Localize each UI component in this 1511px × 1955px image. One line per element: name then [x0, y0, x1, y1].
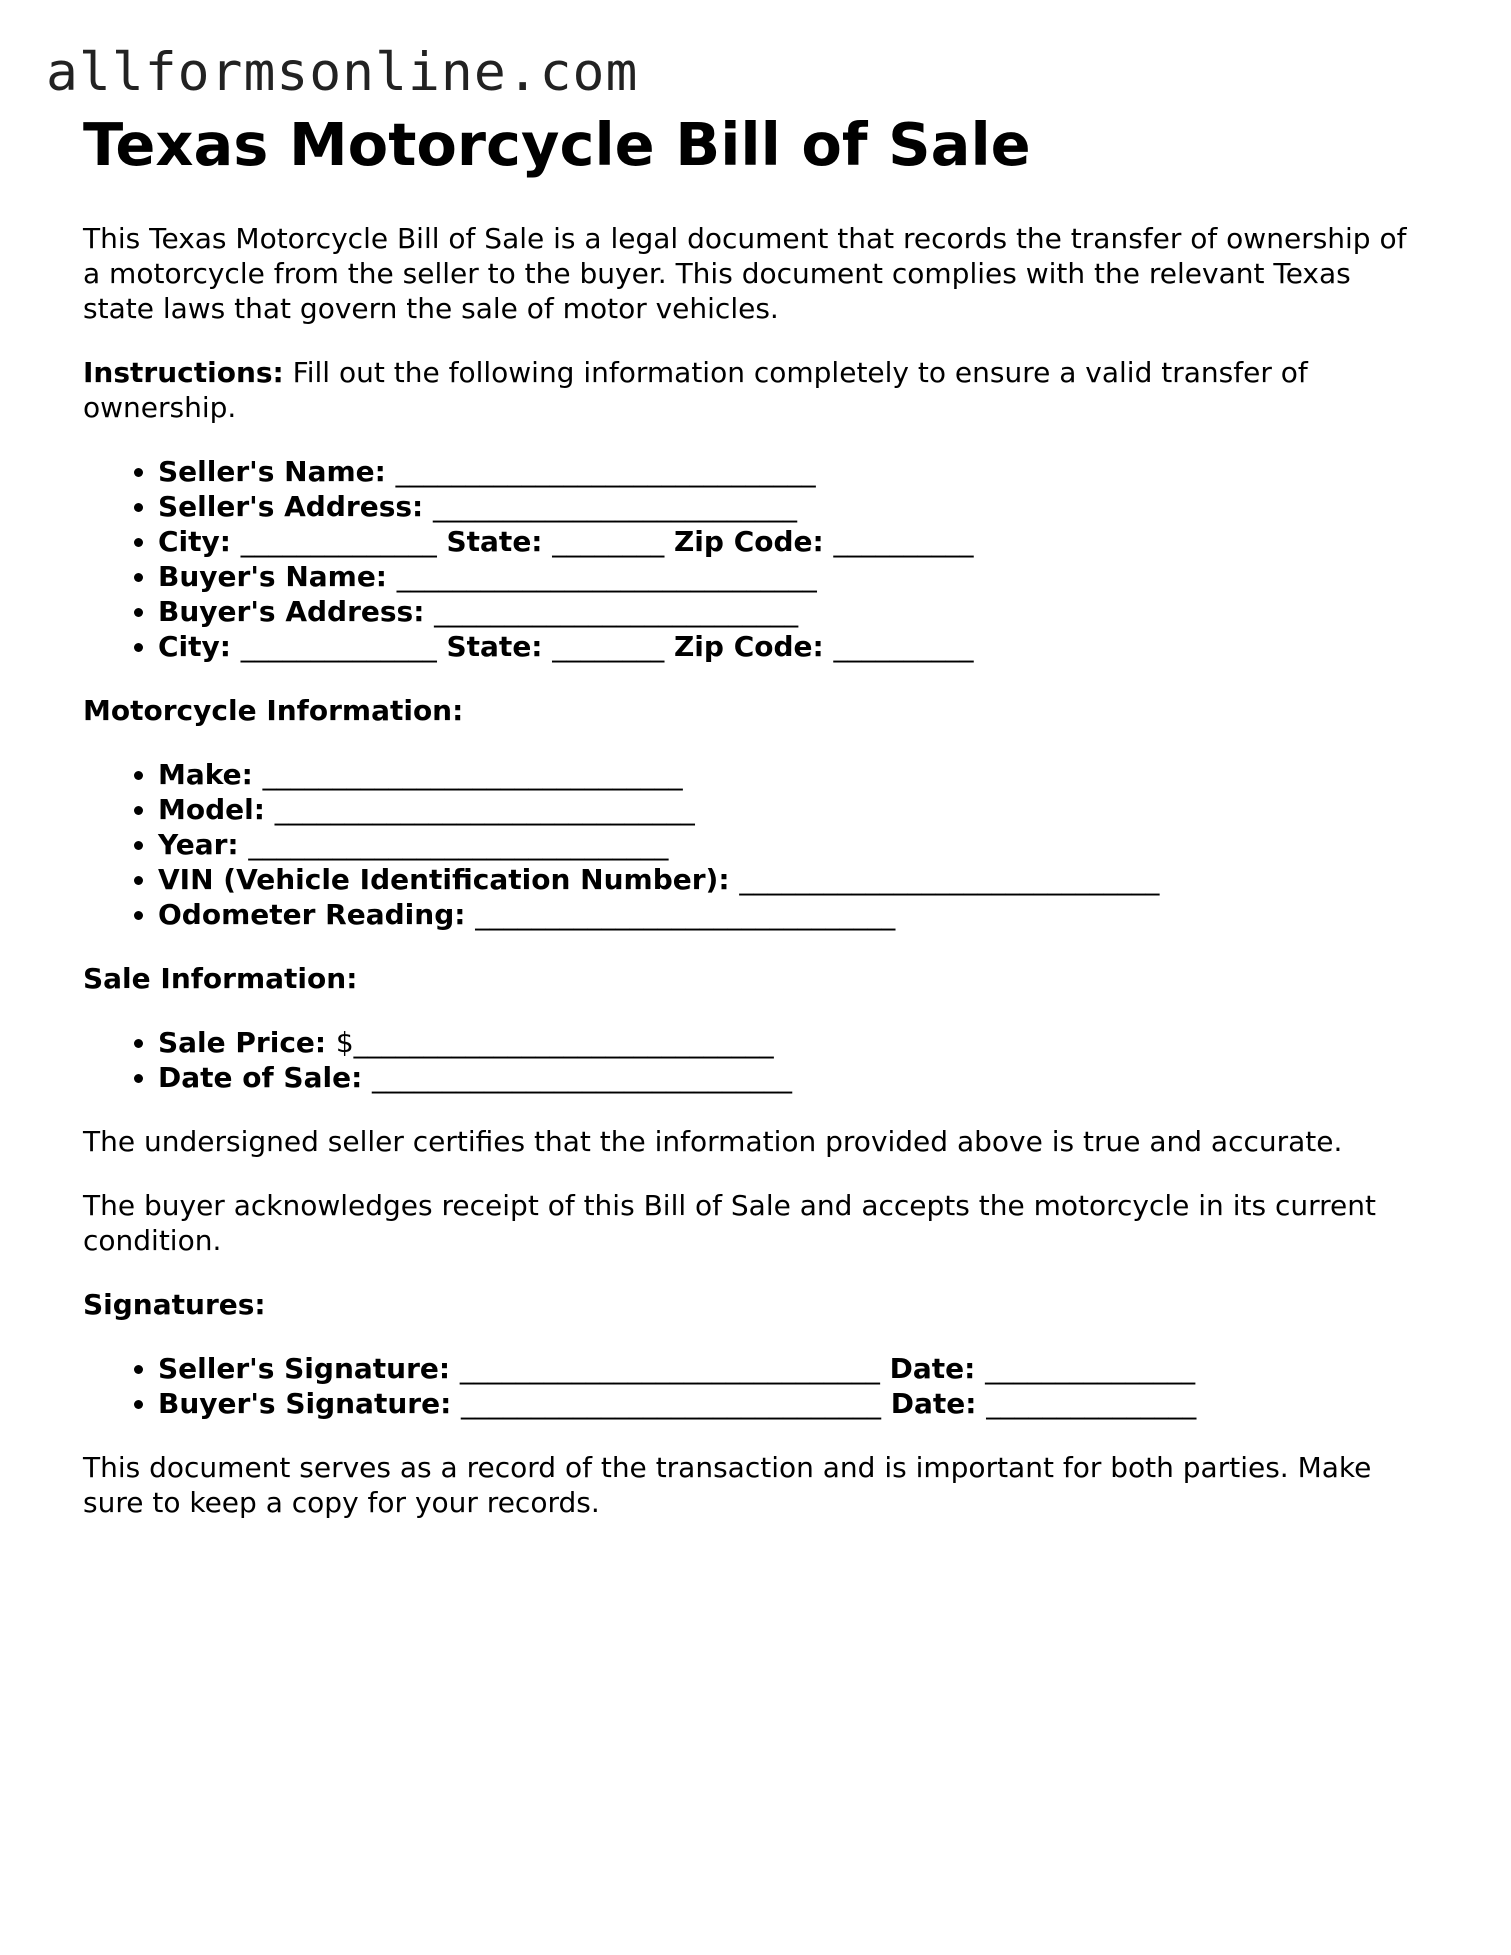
intro-paragraph: This Texas Motorcycle Bill of Sale is a legal document that records the transfer of ownership of a motorcycle from the seller to the buyer. This document complies with the relevant Texas state laws that govern the sale of motor vehicles.: [83, 222, 1407, 325]
seller-name-label: Seller's Name:: [158, 455, 396, 488]
buyer-signature-label: Buyer's Signature:: [158, 1387, 462, 1420]
signatures-heading: Signatures:: [83, 1288, 266, 1321]
make-field[interactable]: [158, 757, 1423, 792]
make-blank[interactable]: ______________________________: [262, 758, 683, 791]
buyer-name-label: Buyer's Name:: [158, 560, 397, 593]
seller-signature-label: Seller's Signature:: [158, 1352, 460, 1385]
sale-price-label: Sale Price:: [158, 1026, 336, 1059]
buyer-signature-field[interactable]: [158, 1386, 1423, 1421]
model-label: Model:: [158, 793, 275, 826]
seller-city-state-zip-field[interactable]: [158, 524, 1423, 559]
seller-name-blank[interactable]: ______________________________: [395, 455, 816, 488]
seller-signature-blank[interactable]: ______________________________: [459, 1352, 880, 1385]
buyer-zip-label: Zip Code:: [664, 630, 834, 663]
buyer-city-blank[interactable]: ______________: [240, 630, 437, 663]
odometer-field[interactable]: [158, 897, 1423, 932]
sale-info-heading: Sale Information:: [83, 962, 358, 995]
buyer-city-label: City:: [158, 630, 241, 663]
year-blank[interactable]: ______________________________: [248, 828, 669, 861]
sale-price-blank[interactable]: $______________________________: [335, 1026, 774, 1059]
buyer-name-field[interactable]: [158, 559, 1423, 594]
document-title: Texas Motorcycle Bill of Sale: [83, 110, 1031, 179]
date-of-sale-field[interactable]: [158, 1060, 1423, 1095]
seller-signature-date-blank[interactable]: _______________: [985, 1352, 1196, 1385]
buyer-address-label: Buyer's Address:: [158, 595, 435, 628]
sale-fields-list: [83, 1025, 1423, 1095]
year-field[interactable]: [158, 827, 1423, 862]
closing-paragraph: This document serves as a record of the transaction and is important for both parties. Make sure to keep a copy for your records.: [83, 1451, 1372, 1519]
seller-address-field[interactable]: [158, 489, 1423, 524]
seller-zip-label: Zip Code:: [664, 525, 834, 558]
party-fields-list: [83, 454, 1423, 664]
motorcycle-fields-list: [83, 757, 1423, 932]
seller-address-label: Seller's Address:: [158, 490, 433, 523]
seller-city-label: City:: [158, 525, 241, 558]
motorcycle-info-heading: Motorcycle Information:: [83, 694, 464, 727]
buyer-zip-blank[interactable]: __________: [833, 630, 974, 663]
date-of-sale-blank[interactable]: ______________________________: [372, 1061, 793, 1094]
instructions-text: Fill out the following information completely to ensure a valid transfer of ownership.: [83, 356, 1308, 424]
signature-fields-list: [83, 1351, 1423, 1421]
buyer-city-state-zip-field[interactable]: [158, 629, 1423, 664]
seller-state-label: State:: [436, 525, 553, 558]
odometer-blank[interactable]: ______________________________: [475, 898, 896, 931]
instructions-label: Instructions:: [83, 356, 284, 389]
certification-paragraph: The undersigned seller certifies that the information provided above is true and accurate.: [83, 1125, 1343, 1158]
seller-city-blank[interactable]: ______________: [240, 525, 437, 558]
document-body: [83, 110, 1423, 1549]
odometer-label: Odometer Reading:: [158, 898, 476, 931]
date-of-sale-label: Date of Sale:: [158, 1061, 373, 1094]
instructions-paragraph: [83, 355, 1423, 425]
buyer-state-blank[interactable]: ________: [552, 630, 665, 663]
vin-label: VIN (Vehicle Identification Number):: [158, 863, 740, 896]
vin-field[interactable]: [158, 862, 1423, 897]
sale-price-field[interactable]: [158, 1025, 1423, 1060]
seller-address-blank[interactable]: __________________________: [432, 490, 797, 523]
seller-state-blank[interactable]: ________: [552, 525, 665, 558]
acknowledgement-paragraph: The buyer acknowledges receipt of this Bill of Sale and accepts the motorcycle in its current condition.: [83, 1189, 1376, 1257]
vin-blank[interactable]: ______________________________: [739, 863, 1160, 896]
buyer-name-blank[interactable]: ______________________________: [396, 560, 817, 593]
site-watermark: allformsonline.com: [46, 42, 639, 103]
buyer-signature-blank[interactable]: ______________________________: [461, 1387, 882, 1420]
buyer-address-blank[interactable]: __________________________: [434, 595, 799, 628]
seller-signature-field[interactable]: [158, 1351, 1423, 1386]
model-blank[interactable]: ______________________________: [274, 793, 695, 826]
seller-zip-blank[interactable]: __________: [833, 525, 974, 558]
seller-name-field[interactable]: [158, 454, 1423, 489]
year-label: Year:: [158, 828, 249, 861]
buyer-signature-date-blank[interactable]: _______________: [986, 1387, 1197, 1420]
buyer-signature-date-label: Date:: [881, 1387, 987, 1420]
buyer-address-field[interactable]: [158, 594, 1423, 629]
model-field[interactable]: [158, 792, 1423, 827]
buyer-state-label: State:: [436, 630, 553, 663]
make-label: Make:: [158, 758, 263, 791]
seller-signature-date-label: Date:: [879, 1352, 986, 1385]
